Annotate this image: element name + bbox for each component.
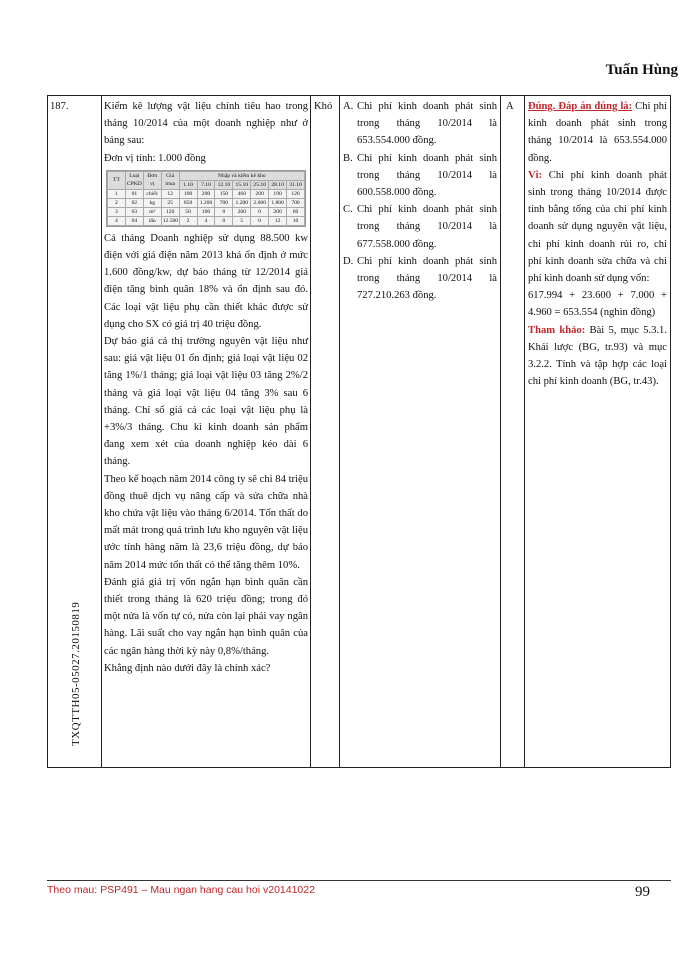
option-label: C. [343,204,353,216]
inv-cell: 04 [125,216,143,225]
reference-text: Bài 5, mục 5.3.1. Khái lược (BG, tr.93) và mục 3.2.2. Tính và tập hợp các loại chi phí kinh doanh (BG, tr.43). [528,324,668,388]
inv-cell: 4 [108,216,126,225]
inv-cell: 700 [287,198,305,207]
inv-row [108,216,305,225]
answer-key: A [506,101,514,112]
inv-cell: 10 [287,216,305,225]
inv-cell: 1 [108,189,126,198]
inv-header-type: Loại CPKD [126,173,142,188]
inv-cell: 12 [269,216,287,225]
option-b [343,150,497,202]
footer-template: Theo mau: PSP491 – Mau ngan hang cau hoi v20141022 [47,884,315,896]
inv-cell: 25 [161,198,179,207]
inv-date: 7.10 [197,180,215,189]
inv-cell: chiếc [143,189,161,198]
option-label: B. [343,152,353,164]
question-intro: Kiểm kê lượng vật liệu chính tiêu hao trong tháng 10/2014 của một doanh nghiệp như ở bảng sau: [104,101,308,147]
option-a [343,98,497,150]
option-label: D. [343,255,354,267]
question-paragraph: Dự báo giá cả thị trường nguyên vật liệu như sau: giá vật liệu 01 ổn định; giá loại vật liệu 02 tăng 1%/1 tháng; giá loại vật liệu 03 tăng 2%/2 tháng và giá loại vật liệu 04 tăng 3% sau 6 tháng. Chỉ số giá cả các loại vật liệu phụ là +3%/3 tháng. Chu kì kinh doanh sản phẩm đang xem xét của doanh nghiệp kéo dài 6 tháng. [104,336,308,468]
inv-cell: 200 [233,207,251,216]
inv-cell: kg [143,198,161,207]
inv-header-stt: TT [108,171,126,189]
inv-cell: 100 [197,207,215,216]
inv-cell: 1.800 [269,198,287,207]
inv-date: 28.10 [269,180,287,189]
inv-date: 1.10 [179,180,197,189]
option-c [343,201,497,253]
inv-cell: 12 [161,189,179,198]
inv-cell: 1.200 [197,198,215,207]
question-code: TXQTTH05-05027.20150819 [70,601,82,746]
inv-row [108,198,305,207]
inv-cell: 02 [125,198,143,207]
inv-cell: tấn [143,216,161,225]
inv-cell: 0 [215,207,233,216]
page-number: 99 [635,884,650,900]
question-paragraph: Cả tháng Doanh nghiệp sử dụng 88.500 kw điện với giá điện năm 2013 khá ổn định ở mức 1.600 đồng/kw, dự báo tháng từ 12/2014 giá điện tăng bình quân 18% và ổn định sau đó. Các loại vật liệu phụ cần thiết khác được sử dụng cho SX có giá trị 40 triệu đồng. [104,232,308,330]
question-prompt: Khẳng định nào dưới đây là chính xác? [104,662,271,674]
inventory-table [107,171,305,226]
question-paragraph: Đánh giá giá trị vốn ngắn hạn bình quân cần thiết trong tháng là 620 triệu đồng; trong đó một nửa là vốn tự có, nửa còn lại phải vay ngân hàng. Lãi suất cho vay ngắn hạn bình quân của các ngân hàng thời kỳ này 0,8%/tháng. [104,576,308,657]
reference-label: Tham khảo: [528,324,586,336]
inv-cell: 4 [197,216,215,225]
inv-cell: 03 [125,207,143,216]
reason-text: Chi phí kinh doanh phát sinh trong tháng 10/2014 được tính bằng tổng của chi phí kinh doanh sử dụng nguyên vật liệu, chi phí kinh doanh rủi ro, chi phí kinh doanh sửa chữa và chi phí kinh doanh sử dụng vốn: [528,169,667,285]
option-text: Chi phí kinh doanh phát sinh trong tháng 10/2014 là 653.554.000 đồng. [357,101,497,147]
inv-cell: 120 [161,207,179,216]
inv-cell: 200 [251,189,269,198]
inv-date: 25.10 [251,180,269,189]
question-content-cell [102,96,311,768]
inv-date: 31.10 [287,180,305,189]
options-cell [340,96,501,768]
option-text: Chi phí kinh doanh phát sinh trong tháng 10/2014 là 677.558.000 đồng. [357,204,497,250]
inv-cell: 1.200 [233,198,251,207]
inv-cell: 150 [215,189,233,198]
correct-text: Chi phí kinh doanh phát sinh trong tháng 10/2014 là 653.554.000 đồng. [528,101,667,164]
inv-cell: 120 [287,189,305,198]
inv-cell: 200 [197,189,215,198]
inv-date: 15.10 [233,180,251,189]
footer-divider [47,880,671,881]
inv-header-price: Giá mua [161,171,179,189]
difficulty-cell [311,96,340,768]
inventory-table-image [106,170,306,227]
inv-header-unit: Đơn vị [143,171,161,189]
inv-cell: 850 [179,198,197,207]
inv-cell: 60 [287,207,305,216]
reason-label: Vì: [528,169,543,181]
inv-cell: 460 [233,189,251,198]
question-number: 187. [50,101,69,112]
option-label: A. [343,101,354,112]
question-table [47,95,671,768]
question-paragraph: Theo kế hoạch năm 2014 công ty sẽ chi 84 triệu đồng thuê dịch vụ nâng cấp và sửa chữa nhà kho chứa vật liệu vào tháng 6/2014. Tổn thất do mất mát trong quá trình lưu kho nguyên vật liệu ước tính hàng năm là 23,6 triệu đồng, dự báo năm 2014 mức tổn thất có thể tăng thêm 10%. [104,473,308,571]
inv-header-group: Nhập và kiểm kê kho [179,171,304,180]
question-unit: Đơn vị tính: 1.000 đồng [104,152,206,164]
correct-label: Đúng. Đáp án đúng là: [528,101,633,112]
inv-cell: 0 [251,207,269,216]
inv-cell: 100 [179,189,197,198]
inv-cell: 200 [269,207,287,216]
inv-cell: 190 [269,189,287,198]
question-number-cell [48,96,102,768]
inv-cell: 2 [108,198,126,207]
inv-cell: 50 [179,207,197,216]
explanation-cell [525,96,671,768]
inv-cell: 12.500 [162,217,179,224]
inv-date: 12.10 [215,180,233,189]
author-name: Tuấn Hùng [605,62,678,78]
answer-key-cell [501,96,525,768]
inv-cell: 3 [108,207,126,216]
difficulty-label: Khó [314,101,333,112]
option-text: Chi phí kinh doanh phát sinh trong tháng 10/2014 là 600.558.000 đồng. [357,152,497,199]
inv-row [108,207,305,216]
inv-cell: 2 [179,216,197,225]
reason [528,167,667,287]
inv-cell: 700 [215,198,233,207]
inv-cell: 0 [251,216,269,225]
inv-row [108,189,305,198]
reference [528,322,667,391]
inv-cell: 01 [125,189,143,198]
inv-cell: m² [143,207,161,216]
correct-answer [528,98,667,167]
option-text: Chi phí kinh doanh phát sinh trong tháng 10/2014 là 727.210.263 đồng. [357,255,497,302]
inv-cell: 5 [233,216,251,225]
formula: 617.994 + 23.600 + 7.000 + 4.960 = 653.554 (nghìn đồng) [528,290,667,319]
inv-cell: 2.000 [251,198,269,207]
option-d [343,253,497,305]
inv-cell: 0 [215,216,233,225]
